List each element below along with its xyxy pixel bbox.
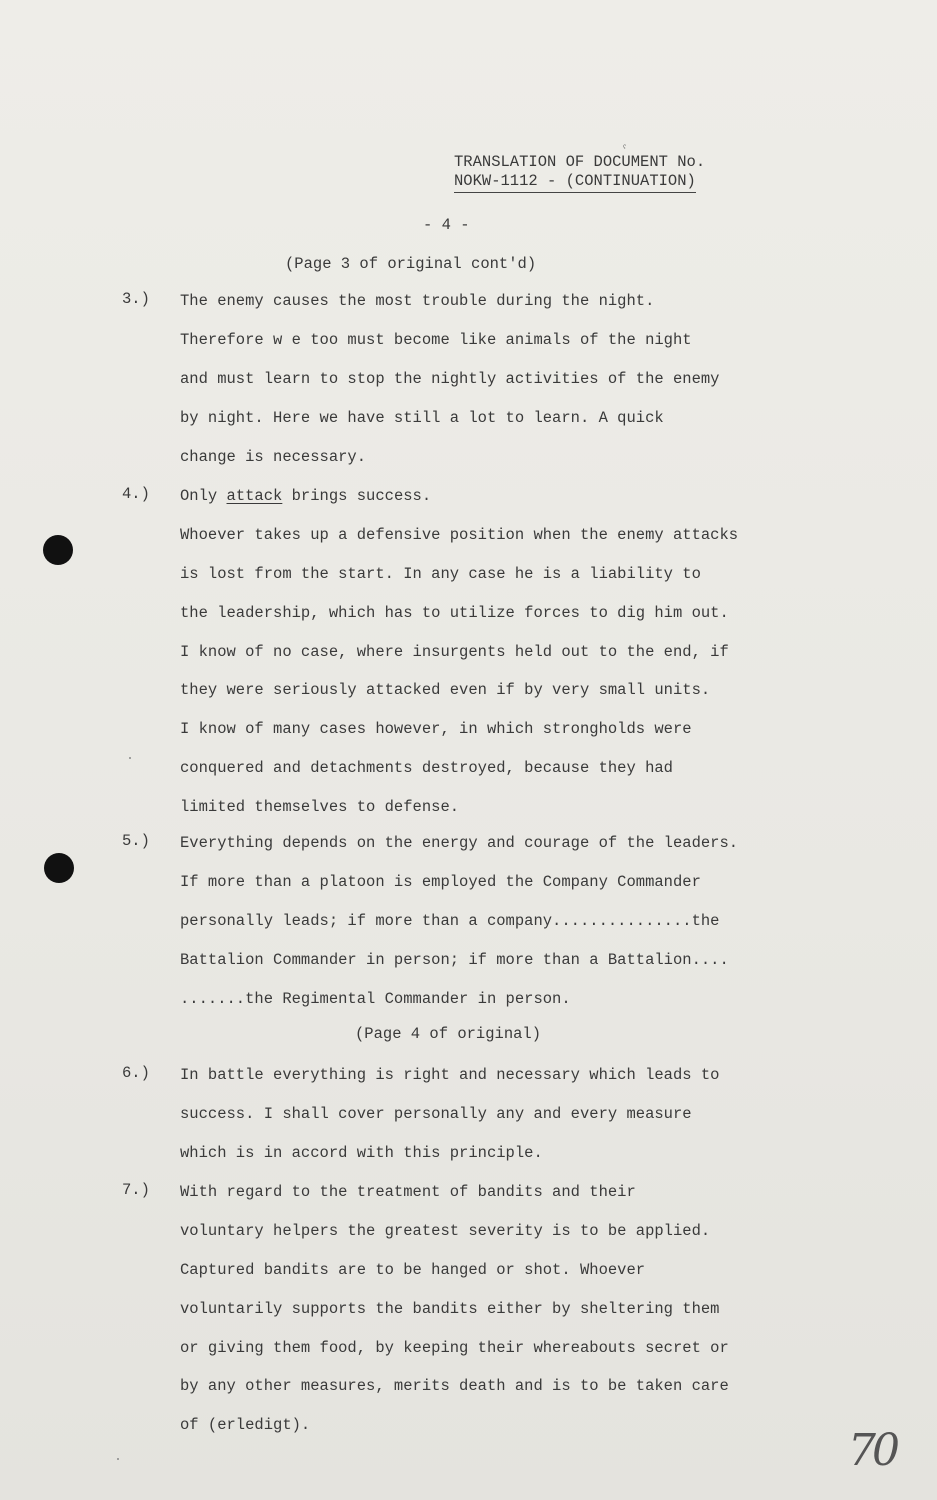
header-mark: ˁ: [622, 144, 628, 154]
paragraph-line: conquered and detachments destroyed, because they had: [180, 759, 673, 778]
paragraph-line: which is in accord with this principle.: [180, 1143, 543, 1162]
punch-hole-top: [43, 535, 73, 565]
underlined-word: attack: [226, 487, 283, 505]
paragraph-line: Captured bandits are to be hanged or shot. Whoever: [180, 1260, 646, 1279]
paragraph-line: or giving them food, by keeping their whereabouts secret or: [180, 1338, 729, 1357]
page-note-original-4: (Page 4 of original): [355, 1025, 542, 1043]
paragraph-number: 3.): [122, 290, 150, 308]
header-title: TRANSLATION OF DOCUMENT No.: [454, 153, 706, 171]
paragraph-number: 4.): [122, 485, 150, 503]
paragraph-line: limited themselves to defense.: [180, 798, 460, 817]
paragraph-line: Therefore w e too must become like animals of the night: [180, 330, 692, 349]
paragraph-line: Everything depends on the energy and courage of the leaders.: [180, 834, 739, 852]
handwritten-page-number: 70: [848, 1425, 896, 1476]
line-start: Only: [180, 487, 227, 505]
page-note-original-3: (Page 3 of original cont'd): [285, 255, 537, 273]
paragraph-line: .......the Regimental Commander in person.: [180, 989, 571, 1008]
paragraph-line: If more than a platoon is employed the Company Commander: [180, 872, 701, 891]
paragraph-line: by night. Here we have still a lot to learn. A quick: [180, 408, 664, 427]
paragraph-line: voluntary helpers the greatest severity is to be applied.: [180, 1221, 711, 1240]
paragraph-number: 7.): [122, 1181, 150, 1199]
paragraph-5: [122, 832, 880, 1026]
paragraph-line: is lost from the start. In any case he is a liability to: [180, 564, 701, 583]
paragraph-line: and must learn to stop the nightly activities of the enemy: [180, 369, 720, 388]
paragraph-line: I know of no case, where insurgents held out to the end, if: [180, 642, 729, 661]
paragraph-line: the leadership, which has to utilize forces to dig him out.: [180, 603, 729, 622]
paragraph-3: [122, 290, 880, 484]
paragraph-line: change is necessary.: [180, 447, 367, 466]
paragraph-line: by any other measures, merits death and is to be taken care: [180, 1377, 729, 1396]
paragraph-line: personally leads; if more than a company...............the: [180, 911, 720, 930]
line-end: brings success.: [282, 487, 432, 505]
paragraph-6: [122, 1064, 880, 1181]
paragraph-number: 6.): [122, 1064, 150, 1082]
header-document-number: NOKW-1112 - (CONTINUATION): [454, 172, 696, 193]
paragraph-7: [122, 1181, 880, 1453]
paragraph-line: Battalion Commander in person; if more than a Battalion....: [180, 950, 729, 969]
paragraph-4: [122, 485, 880, 835]
page-number: - 4 -: [423, 216, 470, 234]
paragraph-line: of (erledigt).: [180, 1416, 311, 1435]
paragraph-line: With regard to the treatment of bandits and their: [180, 1183, 636, 1201]
document-header: [454, 153, 705, 193]
paper-speck: [117, 1458, 119, 1460]
paragraph-line: voluntarily supports the bandits either by sheltering them: [180, 1299, 720, 1318]
paragraph-line: success. I shall cover personally any and every measure: [180, 1104, 692, 1123]
punch-hole-bottom: [44, 853, 74, 883]
paragraph-line: I know of many cases however, in which strongholds were: [180, 720, 692, 739]
paragraph-number: 5.): [122, 832, 150, 850]
paragraph-line: The enemy causes the most trouble during the night.: [180, 292, 655, 310]
paper-speck: [129, 757, 131, 759]
paragraph-line: they were seriously attacked even if by very small units.: [180, 681, 711, 700]
paragraph-line: In battle everything is right and necessary which leads to: [180, 1066, 720, 1084]
paragraph-line: [180, 485, 880, 524]
paragraph-line: Whoever takes up a defensive position when the enemy attacks: [180, 525, 739, 544]
